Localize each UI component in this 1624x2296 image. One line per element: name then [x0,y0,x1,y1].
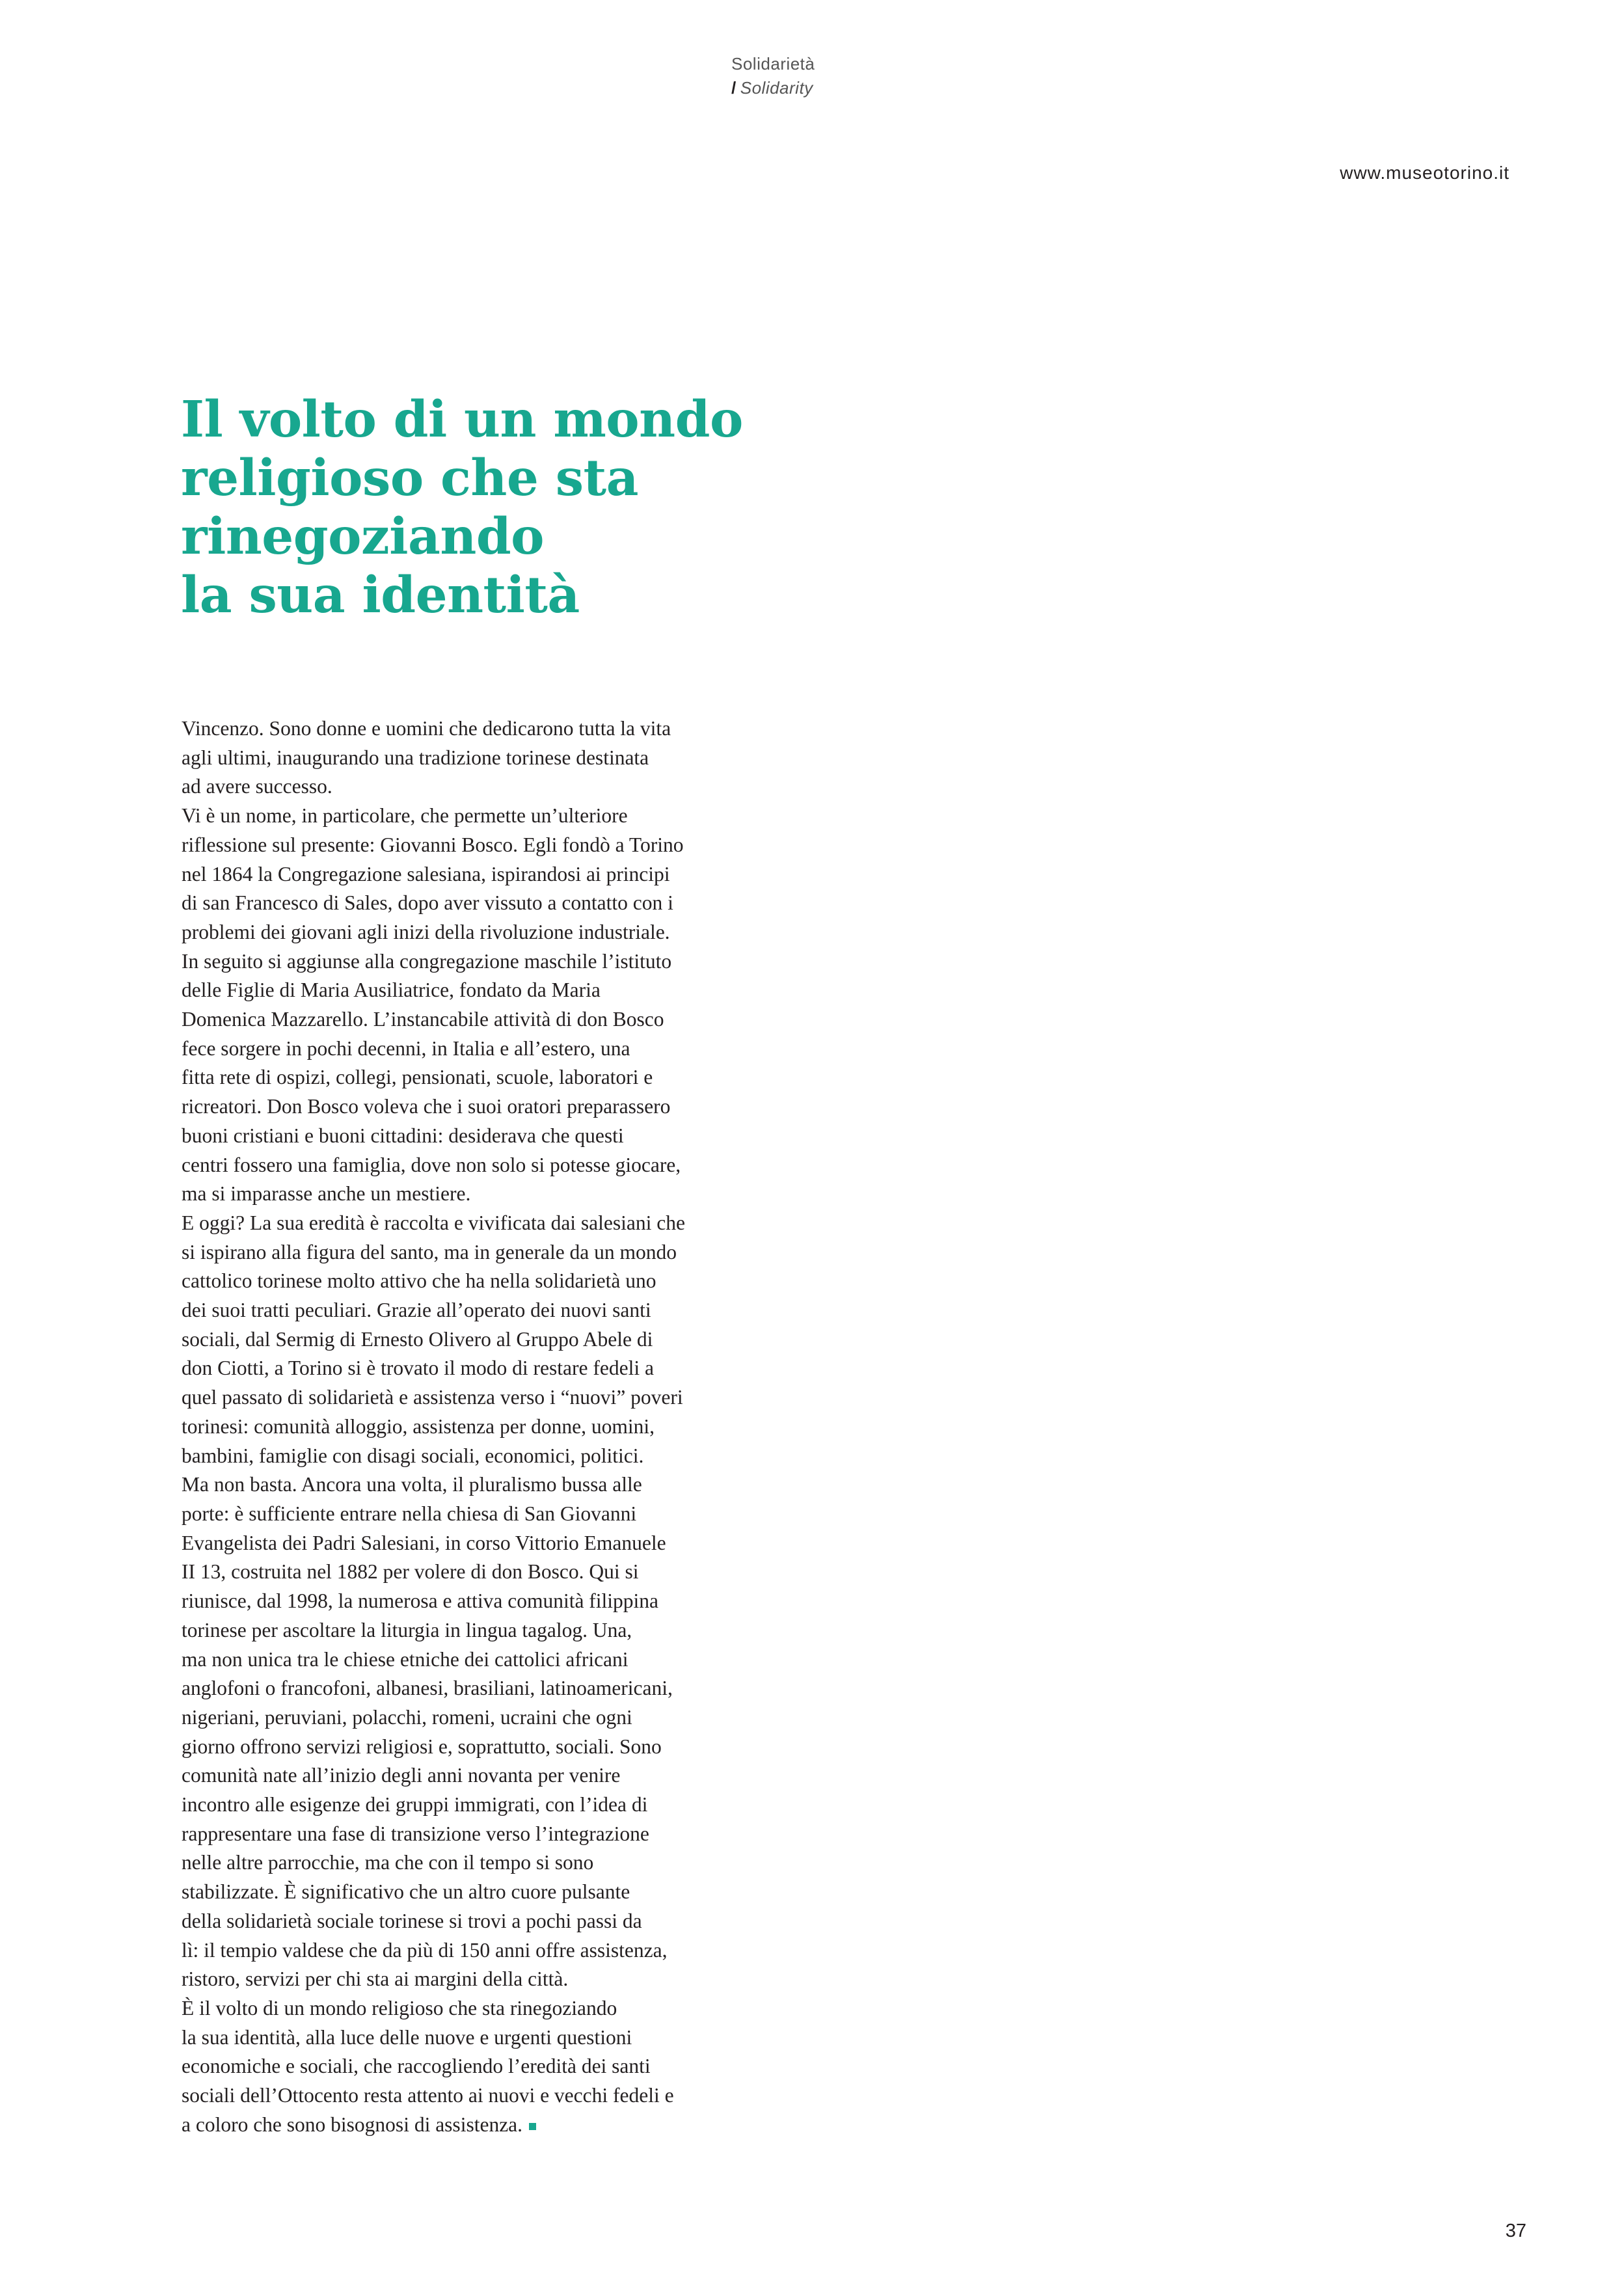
body-line [182,976,715,1005]
body-line-text: delle Figlie di Maria Ausiliatrice, fondato da Maria [182,979,601,1002]
body-line [182,860,715,889]
body-line-text: comunità nate all’inizio degli anni novanta per venire [182,1764,621,1787]
body-line [182,1063,715,1092]
running-header [731,52,815,100]
body-line-text: torinesi: comunità alloggio, assistenza per donne, uomini, [182,1414,655,1438]
body-line [182,1761,715,1790]
body-line [182,831,715,860]
body-line-text: problemi dei giovani agli inizi della rivoluzione industriale. [182,920,670,943]
body-line [182,2023,715,2053]
end-of-article-square-icon [529,2123,536,2130]
body-line-text: incontro alle esigenze dei gruppi immigrati, con l’idea di [182,1793,648,1817]
article-title [181,390,766,625]
body-line [182,1005,715,1034]
body-line-text: E oggi? La sua eredità è raccolta e vivificata dai salesiani che [182,1211,685,1234]
body-line [182,1529,715,1558]
body-line-text: sociali dell’Ottocento resta attento ai nuovi e vecchi fedeli e [182,2084,674,2107]
body-line-text: giorno offrono servizi religiosi e, soprattutto, sociali. Sono [182,1735,662,1758]
body-line-text: nigeriani, peruviani, polacchi, romeni, ucraini che ogni [182,1705,632,1729]
body-line [182,1092,715,1122]
section-title-english: Solidarity [740,78,813,98]
title-line: rinegoziando [181,507,545,566]
body-line [182,1994,715,2023]
body-line [182,744,715,773]
title-line: Il volto di un mondo [181,390,743,449]
body-line-text: In seguito si aggiunse alla congregazione maschile l’istituto [182,949,672,973]
body-line [182,1325,715,1355]
body-line [182,1354,715,1383]
body-line [182,1442,715,1471]
body-line-text: della solidarietà sociale torinese si trovi a pochi passi da [182,1909,642,1932]
body-line [182,1500,715,1529]
body-line-text: don Ciotti, a Torino si è trovato il modo di restare fedeli a [182,1357,654,1380]
body-line-text: riunisce, dal 1998, la numerosa e attiva comunità filippina [182,1589,659,1613]
body-line-text: a coloro che sono bisognosi di assistenza. [182,2113,523,2136]
body-line [182,1383,715,1412]
body-line-text: anglofoni o francofoni, albanesi, brasiliani, latinoamericani, [182,1677,673,1700]
body-line-text: di san Francesco di Sales, dopo aver vissuto a contatto con i [182,891,673,915]
body-line [182,2081,715,2111]
page-number: 37 [1505,2221,1526,2241]
body-line [182,889,715,918]
body-line-text: fitta rete di ospizi, collegi, pensionati, scuole, laboratori e [182,1066,653,1089]
body-line-text: Vi è un nome, in particolare, che permette un’ulteriore [182,804,628,828]
body-line [182,1122,715,1151]
body-line [182,1558,715,1587]
body-line [182,1674,715,1703]
body-line-text: Domenica Mazzarello. L’instancabile attività di don Bosco [182,1008,664,1031]
body-line [182,1965,715,1994]
body-line-text: II 13, costruita nel 1882 per volere di don Bosco. Qui si [182,1560,639,1584]
body-line [182,1267,715,1296]
body-line [182,1790,715,1820]
body-line-text: rappresentare una fase di transizione verso l’integrazione [182,1822,649,1845]
body-line-text: si ispirano alla figura del santo, ma in generale da un mondo [182,1240,677,1263]
title-line: religioso che sta [181,449,638,507]
body-line [182,1703,715,1733]
body-line [182,1034,715,1064]
body-line [182,772,715,802]
section-title-italian: Solidarietà [731,54,815,74]
article-body [182,714,715,2139]
body-line-text: buoni cristiani e buoni cittadini: desiderava che questi [182,1124,624,1147]
body-line-text: È il volto di un mondo religioso che sta rinegoziando [182,1996,617,2019]
body-line [182,1616,715,1645]
body-line-text: agli ultimi, inaugurando una tradizione torinese destinata [182,746,649,769]
body-line-text: porte: è sufficiente entrare nella chiesa di San Giovanni [182,1502,637,1525]
body-line [182,1733,715,1762]
body-line [182,1238,715,1267]
body-line [182,1848,715,1878]
body-line-text: ricreatori. Don Bosco voleva che i suoi oratori preparassero [182,1095,671,1118]
body-line-text: lì: il tempio valdese che da più di 150 anni offre assistenza, [182,1938,668,1962]
body-line-text: bambini, famiglie con disagi sociali, economici, politici. [182,1444,644,1467]
body-line [182,1296,715,1325]
body-line-text: fece sorgere in pochi decenni, in Italia e all’estero, una [182,1036,630,1060]
body-line-text: dei suoi tratti peculiari. Grazie all’operato dei nuovi santi [182,1299,651,1322]
body-line-text: ad avere successo. [182,775,332,798]
body-line [182,1820,715,1849]
body-line-text: Ma non basta. Ancora una volta, il pluralismo bussa alle [182,1473,642,1496]
body-line-text: sociali, dal Sermig di Ernesto Olivero al Gruppo Abele di [182,1327,653,1351]
body-line-text: economiche e sociali, che raccogliendo l’eredità dei santi [182,2055,651,2078]
body-line [182,2052,715,2081]
body-line [182,1412,715,1442]
body-line-text: torinese per ascoltare la liturgia in lingua tagalog. Una, [182,1618,632,1641]
body-line-text: nel 1864 la Congregazione salesiana, ispirandosi ai principi [182,862,670,885]
body-line [182,1209,715,1238]
body-line-text: riflessione sul presente: Giovanni Bosco. Egli fondò a Torino [182,833,684,856]
section-title-english-line [731,76,815,100]
body-line [182,1936,715,1965]
body-line-text: ma si imparasse anche un mestiere. [182,1182,471,1206]
body-line-text: ma non unica tra le chiese etniche dei cattolici africani [182,1647,629,1671]
body-line-text: ristoro, servizi per chi sta ai margini della città. [182,1967,569,1991]
body-line [182,1587,715,1616]
body-line-text: cattolico torinese molto attivo che ha nella solidarietà uno [182,1269,656,1293]
body-line [182,2111,715,2140]
body-line [182,1151,715,1180]
body-line [182,1470,715,1500]
website-url: www.museotorino.it [1340,163,1509,183]
body-line-text: Vincenzo. Sono donne e uomini che dedicarono tutta la vita [182,717,671,740]
body-line-text: nelle altre parrocchie, ma che con il tempo si sono [182,1851,594,1874]
body-line [182,947,715,977]
body-line-text: Evangelista dei Padri Salesiani, in corso Vittorio Emanuele [182,1531,666,1554]
body-line [182,1180,715,1209]
body-line [182,802,715,831]
body-line-text: la sua identità, alla luce delle nuove e urgenti questioni [182,2025,632,2049]
body-line-text: stabilizzate. È significativo che un altro cuore pulsante [182,1880,630,1904]
body-line [182,1907,715,1936]
body-line [182,1645,715,1675]
title-line: la sua identità [181,566,580,625]
body-line-text: quel passato di solidarietà e assistenza verso i “nuovi” poveri [182,1386,683,1409]
body-line [182,1878,715,1907]
body-line [182,714,715,744]
body-line-text: centri fossero una famiglia, dove non solo si potesse giocare, [182,1153,681,1176]
body-line [182,918,715,947]
slash-separator: / [731,78,737,98]
